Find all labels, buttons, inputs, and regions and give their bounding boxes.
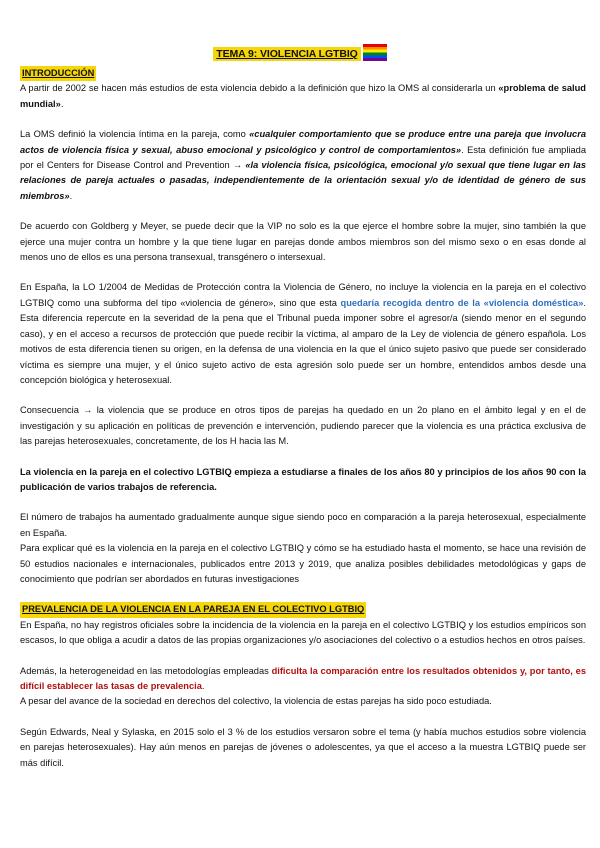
paragraph-4-text: En España, la LO 1/2004 de Medidas de Protección contra la Violencia de Género, no incluye la violencia en la pareja en el colectivo LGTBIQ como una subforma del tipo «violencia de género», sino que esta (20, 282, 586, 308)
paragraph-1-end: . (60, 98, 64, 109)
paragraph-4-rest: . Esta diferencia repercute en la severidad de la pena que el Tribunal pueda imponer sobre el agresor/a (siendo menor en el segundo caso), y en el acceso a recursos de protección que puede recibir la víctima, al amparo de la Ley de violencia de género española. Los motivos de esta diferencia tienen su origen, en la defensa de una violencia en la que el único sujeto pasivo que puede ser considerado víctima es siempre una mujer, y el único sujeto activo de esta agresión solo puede ser un hombre, entendidos ambos desde una concepción biológica y heterosexual. (20, 297, 586, 385)
paragraph-6 (20, 465, 586, 496)
paragraph-3: De acuerdo con Goldberg y Meyer, se puede decir que la VIP no solo es la que ejerce el hombre sobre la mujer, sino también la que ejerce una mujer contra un hombre y la que tiene lugar en parejas donde ambos miembros son del mismo sexo o en esas donde al menos uno de ellos es una persona transexual, transgénero o intersexual. (20, 221, 586, 263)
paragraph-11: A pesar del avance de la sociedad en derechos del colectivo, la violencia de estas parejas ha sido poco estudiada. (20, 696, 492, 707)
section-heading-intro: INTRODUCCIÓN (20, 66, 96, 81)
paragraph-2-quote-oms: «cualquier comportamiento que se produce entre una pareja que involucra actos de violencia física y sexual, abuso emocional y psicológico y control de comportamientos» (20, 129, 586, 155)
paragraph-1 (20, 81, 586, 112)
paragraph-2-middle: . Esta definición fue ampliada por el Centers for Disease Control and Prevention → (20, 144, 586, 171)
paragraph-8: Para explicar qué es la violencia en la pareja en el colectivo LGTBIQ y cómo se ha estudiado hasta el momento, se hace una revisión de 50 estudios nacionales e internacionales, publicados entre 2013 y 2019, que analiza posibles debilidades metodológicas y gaps de conocimiento que podrían ser abordados en futuras investigaciones (20, 543, 586, 584)
title-bar (0, 44, 600, 62)
paragraph-2-quote-cdc: «la violencia física, psicológica, emocional y/o sexual que tiene lugar en las relaciones de pareja actuales o pasadas, independientemente de la orientación sexual y/o de identidad de género de sus miembros» (20, 160, 586, 201)
rainbow-flag-icon (363, 44, 387, 61)
paragraph-2 (20, 127, 586, 204)
paragraph-10 (20, 664, 586, 695)
paragraph-1-text: A partir de 2002 se hacen más estudios de esta violencia debido a la definición que hizo la OMS al considerarla un (20, 83, 499, 94)
paragraph-2-text: La OMS definió la violencia íntima en la pareja, como (20, 129, 250, 140)
paragraph-5: Consecuencia → la violencia que se produce en otros tipos de parejas ha quedado en un 2o plano en el ámbito legal y en el de investigación y su aplicación en políticas de prevención e intervención, pudiendo parecer que la violencia es una práctica exclusiva de las parejas heterosexuales, concretamente, de los H hacia las M. (20, 405, 586, 447)
paragraph-1-emphasis: «problema de salud mundial» (20, 83, 586, 109)
section-heading-prevalence: PREVALENCIA DE LA VIOLENCIA EN LA PAREJA EN EL COLECTIVO LGTBIQ (20, 602, 366, 617)
paragraph-4 (20, 280, 586, 388)
paragraph-7: El número de trabajos ha aumentado gradualmente aunque sigue siendo poco en comparación a la pareja heterosexual, especialmente en España. (20, 512, 586, 538)
paragraph-12: Según Edwards, Neal y Sylaska, en 2015 solo el 3 % de los estudios versaron sobre el tema (y había muchos estudios sobre violencia en parejas heterosexuales). Hay aún menos en parejas de jóvenes o adolescentes, ya que el acceso a la muestra LGTBIQ puede ser más difícil. (20, 726, 586, 768)
document-body (20, 66, 586, 771)
paragraph-4-highlight: quedaría recogida dentro de la «violencia doméstica» (340, 297, 584, 308)
paragraph-10-highlight: dificulta la comparación entre los resultados obtenidos y, por tanto, es difícil establecer las tasas de prevalencia (20, 665, 586, 691)
paragraph-10-text: Además, la heterogeneidad en las metodologías empleadas (20, 665, 272, 676)
paragraph-10-end: . (201, 681, 205, 691)
paragraph-9: En España, no hay registros oficiales sobre la incidencia de la violencia en la pareja en el colectivo LGTBIQ y los estudios empíricos son escasos, lo que obliga a acudir a datos de las propias organizaciones y/o asociaciones del colectivo o a estudios hechos en otros países. (20, 619, 586, 646)
paragraph-2-end: . (69, 190, 73, 201)
page-title: TEMA 9: VIOLENCIA LGTBIQ (213, 47, 361, 61)
paragraph-6-bold: La violencia en la pareja en el colectivo LGTBIQ empieza a estudiarse a finales de los años 80 y principios de los años 90 con la publicación de varios trabajos de referencia. (20, 466, 586, 492)
